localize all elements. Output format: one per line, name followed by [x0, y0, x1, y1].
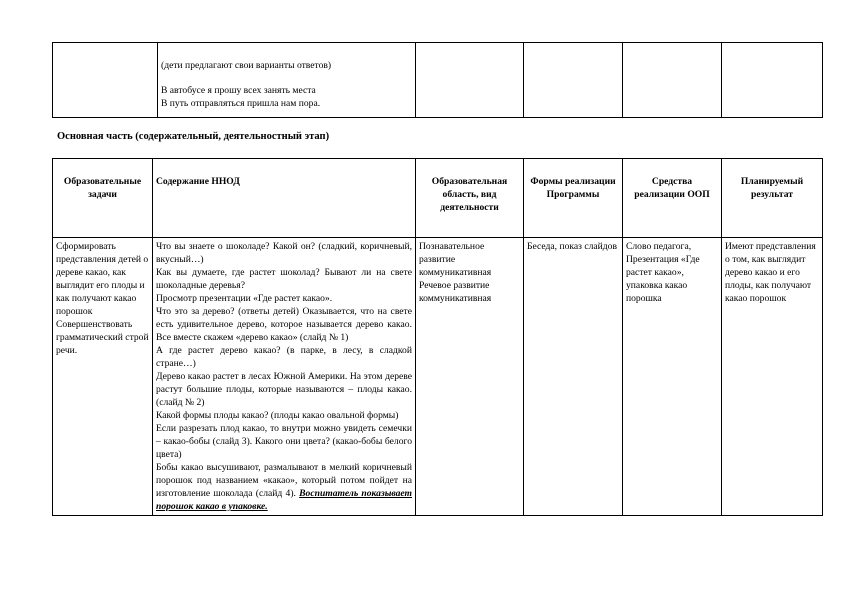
top-cell-6	[722, 43, 823, 118]
content-line: Что это за дерево? (ответы детей) Оказывается, что на свете есть удивительное дерево, которое называется дерево какао. Все вместе скажем «дерево какао» (слайд № 1)	[156, 306, 412, 343]
content-line: Бобы какао высушивают, размалывают в мелкий коричневый порошок под названием «какао», который потом пойдет на изготовление шоколада (слайд 4). Воспитатель показывает порошок какао в упаковке.	[156, 462, 412, 512]
content-line: Что вы знаете о шоколаде? Какой он? (сладкий, коричневый, вкусный…)	[156, 241, 412, 265]
cell-content	[153, 238, 416, 516]
header-forms: Формы реализации Программы	[524, 159, 623, 238]
table-row	[53, 238, 823, 516]
content-line: Если разрезать плод какао, то внутри можно увидеть семечки – какао-бобы (слайд 3). Какого они цвета? (какао-бобы белого цвета)	[156, 423, 412, 460]
header-tasks: Образовательные задачи	[53, 159, 153, 238]
top-line-1: (дети предлагают свои варианты ответов)	[161, 60, 332, 71]
header-result: Планируемый результат	[722, 159, 823, 238]
cell-tasks: Сформировать представления детей о дереве какао, как выглядит его плоды и как получают какао порошок Совершенствовать грамматический строй речи.	[53, 238, 153, 516]
section-title: Основная часть (содержательный, деятельностный этап)	[57, 131, 330, 142]
header-content: Содержание ННОД	[153, 159, 416, 238]
top-table	[52, 42, 823, 118]
top-cell-content	[158, 43, 416, 118]
header-means: Средства реализации ООП	[623, 159, 722, 238]
content-line: Какой формы плоды какао? (плоды какао овальной формы)	[156, 410, 399, 421]
top-cell-5	[623, 43, 722, 118]
content-line: Дерево какао растет в лесах Южной Америки. На этом дереве растут большие плоды, которые называются – плоды какао. (слайд № 2)	[156, 371, 412, 408]
content-italic-note: Воспитатель показывает порошок какао в упаковке.	[156, 488, 412, 512]
cell-area: Познавательное развитие коммуникативная Речевое развитие коммуникативная	[416, 238, 524, 516]
header-area: Образовательная область, вид деятельности	[416, 159, 524, 238]
top-line-2: В автобусе я прошу всех занять места	[161, 85, 316, 96]
top-cell-1	[53, 43, 158, 118]
content-line: Просмотр презентации «Где растет какао».	[156, 293, 333, 304]
cell-means: Слово педагога, Презентация «Где растет какао», упаковка какао порошка	[623, 238, 722, 516]
content-line: А где растет дерево какао? (в парке, в лесу, в сладкой стране…)	[156, 345, 412, 369]
top-cell-4	[524, 43, 623, 118]
top-line-3: В путь отправляться пришла нам пора.	[161, 98, 321, 109]
main-table	[52, 158, 823, 516]
cell-result: Имеют представления о том, как выглядит дерево какао и его плоды, как получают какао порошок	[722, 238, 823, 516]
cell-forms: Беседа, показ слайдов	[524, 238, 623, 516]
header-row	[53, 159, 823, 238]
content-line: Как вы думаете, где растет шоколад? Бывают ли на свете шоколадные деревья?	[156, 267, 412, 291]
top-cell-3	[416, 43, 524, 118]
